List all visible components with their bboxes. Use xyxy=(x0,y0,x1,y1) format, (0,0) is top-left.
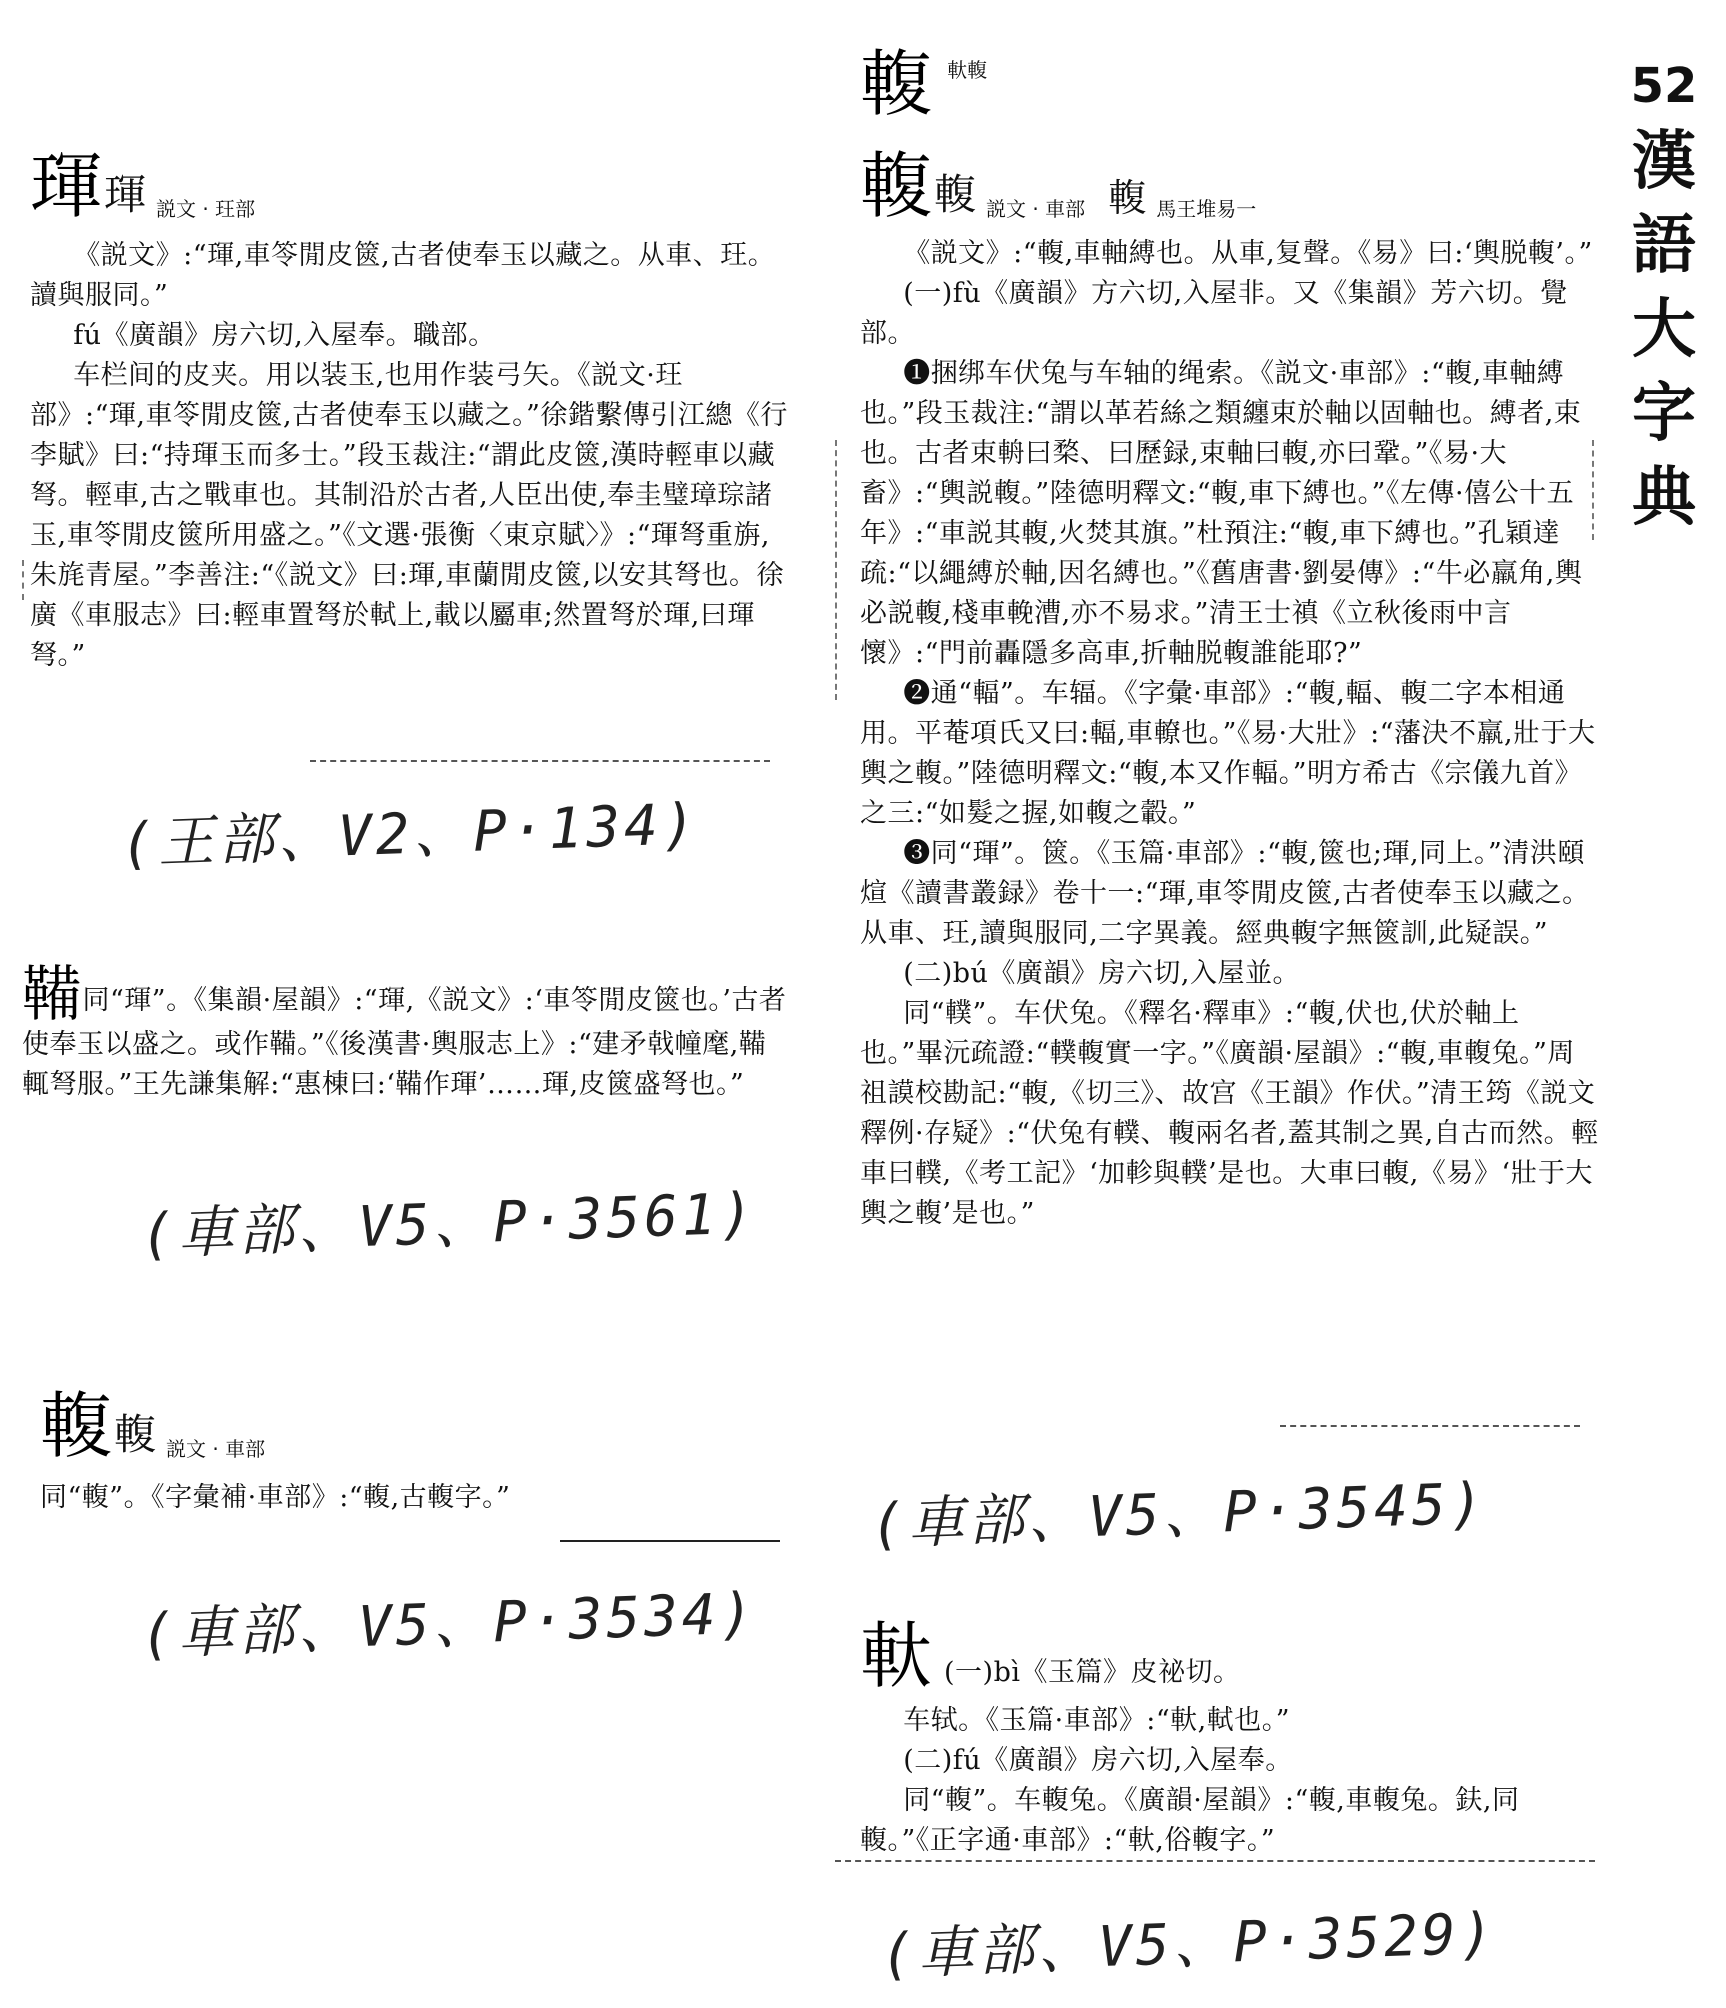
headword: 輹 xyxy=(860,42,933,126)
entry-5 xyxy=(860,144,1600,1234)
headword: 軑 xyxy=(860,1614,933,1698)
seal-script: 輹 xyxy=(934,170,977,219)
source-label: 馬王堆易一 xyxy=(1156,197,1257,221)
entry-2 xyxy=(22,960,792,1105)
headword: 鞴 xyxy=(22,960,83,1030)
margin-mark xyxy=(1592,440,1594,540)
paragraph-text: 同“琿”。《集韻·屋韻》:“琿,《説文》:‘車笭閒皮篋也。’古者使奉玉以盛之。或作鞴。”《後漢書·輿服志上》:“建矛戟幢麾,鞴輒弩服。”王先謙集解:“惠棟曰:‘鞴作琿’……琿,皮篋盛弩也。” xyxy=(22,985,787,1100)
divider xyxy=(1280,1425,1580,1427)
paragraph xyxy=(22,960,792,1105)
paragraph: 同“輹”。《字彙補·車部》:“輹,古輹字。” xyxy=(40,1482,511,1513)
paragraph: (二)bú《廣韻》房六切,入屋並。 xyxy=(903,958,1301,989)
entry-1 xyxy=(30,144,790,676)
paragraph: 同“輹”。车輹兔。《廣韻·屋韻》:“輹,車輹兔。鈇,同輹。”《正字通·車部》:“軑,俗輹字。” xyxy=(860,1785,1520,1856)
handwritten-note: (王部、V2、P·134) xyxy=(119,791,701,878)
handwritten-note: (車部、V5、P·3561) xyxy=(139,1181,759,1268)
title-char: 漢 xyxy=(1632,125,1696,199)
cross-reference: 軑輹 xyxy=(947,58,988,82)
source-label: 説文 · 玨部 xyxy=(156,197,256,221)
handwritten-note: (車部、V5、P·3534) xyxy=(139,1581,759,1668)
paragraph: (二)fú《廣韻》房六切,入屋奉。 xyxy=(903,1745,1293,1776)
sense-1: ❶捆绑车伏兔与车轴的绳索。《説文·車部》:“輹,車軸縛也。”段玉裁注:“謂以革若絲之類纏束於軸以固軸也。縛者,束也。古者束輈曰楘、曰歷録,束軸曰輹,亦曰鞏。”《易·大畜》:“輿説輹。”陸德明釋文:“輹,車下縛也。”《左傳·僖公十五年》:“車説其輹,火焚其旗。”杜預注:“輹,車下縛也。”孔穎達疏:“以繩縛於軸,因名縛也。”《舊唐書·劉晏傳》:“牛必羸角,輿必説輹,棧車輓漕,亦不易求。”清王士禛《立秋後雨中言懷》:“門前轟隱多高車,折軸脱輹誰能耶?” xyxy=(860,358,1583,669)
sense-2: ❷通“輻”。车辐。《字彙·車部》:“輹,輻、輹二字本相通用。平菴項氏又曰:輻,車轑也。”《易·大壯》:“藩決不羸,壯于大輿之輹。”陸德明釋文:“輹,本又作輻。”明方希古《宗儀九首》之三:“如髮之握,如輹之轂。” xyxy=(860,678,1596,829)
margin-mark xyxy=(835,440,837,700)
paragraph: 车栏间的皮夹。用以装玉,也用作装弓矢。《説文·玨部》:“琿,車笭閒皮篋,古者使奉玉以藏之。”徐鍇繫傳引江總《行李賦》曰:“持琿玉而多士。”段玉裁注:“謂此皮篋,漢時輕車以藏弩。輕車,古之戰車也。其制沿於古者,人臣出使,奉圭璧璋琮諸玉,車笭閒皮篋所用盛之。”《文選·張衡〈東京賦〉》:“琿弩重旃,朱旄青屋。”李善注:“《説文》曰:琿,車蘭閒皮篋,以安其弩也。徐廣《車服志》曰:輕車置弩於軾上,載以屬車;然置弩於琿,曰琿弩。” xyxy=(30,360,788,671)
handwritten-note: (車部、V5、P·3545) xyxy=(869,1471,1489,1558)
seal-script: 琿 xyxy=(104,170,147,219)
paragraph: 车轼。《玉篇·車部》:“軑,軾也。” xyxy=(903,1705,1291,1736)
source-label: 説文 · 車部 xyxy=(986,197,1086,221)
divider xyxy=(560,1540,780,1542)
headword: 輹 xyxy=(860,144,933,228)
title-char: 語 xyxy=(1632,209,1696,283)
divider xyxy=(310,760,770,762)
paragraph: 同“轐”。车伏兔。《釋名·釋車》:“輹,伏也,伏於軸上也。”畢沅疏證:“轐輹實一字。”《廣韻·屋韻》:“輹,車輹兔。”周祖謨校勘記:“輹,《切三》、故宫《王韻》作伏。”清王筠《説文釋例·存疑》:“伏兔有轐、輹兩名者,蓋其制之異,自古而然。輕車曰轐,《考工記》‘加軫與轐’是也。大車曰輹,《易》‘壯于大輿之輹’是也。” xyxy=(860,998,1599,1229)
divider xyxy=(835,1860,1595,1862)
headword: 琿 xyxy=(30,144,103,228)
headword: 輹 xyxy=(40,1384,113,1468)
entry-3 xyxy=(40,1384,780,1518)
entry-4 xyxy=(860,42,1260,126)
entry-heading xyxy=(40,1384,780,1468)
entry-heading xyxy=(860,144,1600,228)
entry-heading xyxy=(860,1614,1600,1698)
title-char: 典 xyxy=(1632,461,1696,535)
paragraph: fú《廣韻》房六切,入屋奉。職部。 xyxy=(73,320,496,351)
source-label: 説文 · 車部 xyxy=(166,1437,266,1461)
pronunciation: (一)bì《玉篇》皮祕切。 xyxy=(944,1657,1241,1688)
entry-6 xyxy=(860,1614,1600,1861)
margin-mark xyxy=(22,560,24,600)
paragraph: (一)fù《廣韻》方六切,入屋非。又《集韻》芳六切。覺部。 xyxy=(860,278,1568,349)
seal-script: 輹 xyxy=(114,1410,157,1459)
sense-3: ❸同“琿”。篋。《玉篇·車部》:“輹,篋也;琿,同上。”清洪頤煊《讀書叢録》卷十一:“琿,車笭閒皮篋,古者使奉玉以藏之。从車、玨,讀與服同,二字異義。經典輹字無篋訓,此疑誤。” xyxy=(860,838,1590,949)
handwritten-note: (車部、V5、P·3529) xyxy=(879,1901,1499,1988)
page-number: 52 xyxy=(1630,58,1698,114)
title-char: 字 xyxy=(1632,377,1696,451)
paragraph: 《説文》:“琿,車笭閒皮篋,古者使奉玉以藏之。从車、玨。讀與服同。” xyxy=(30,240,776,311)
dictionary-title xyxy=(1624,58,1704,540)
title-char: 大 xyxy=(1632,293,1696,367)
paragraph: 《説文》:“輹,車軸縛也。从車,复聲。《易》曰:‘輿脱輹’。” xyxy=(903,238,1593,269)
silk-manuscript-form: 輹 xyxy=(1108,176,1147,220)
entry-heading xyxy=(30,144,790,228)
